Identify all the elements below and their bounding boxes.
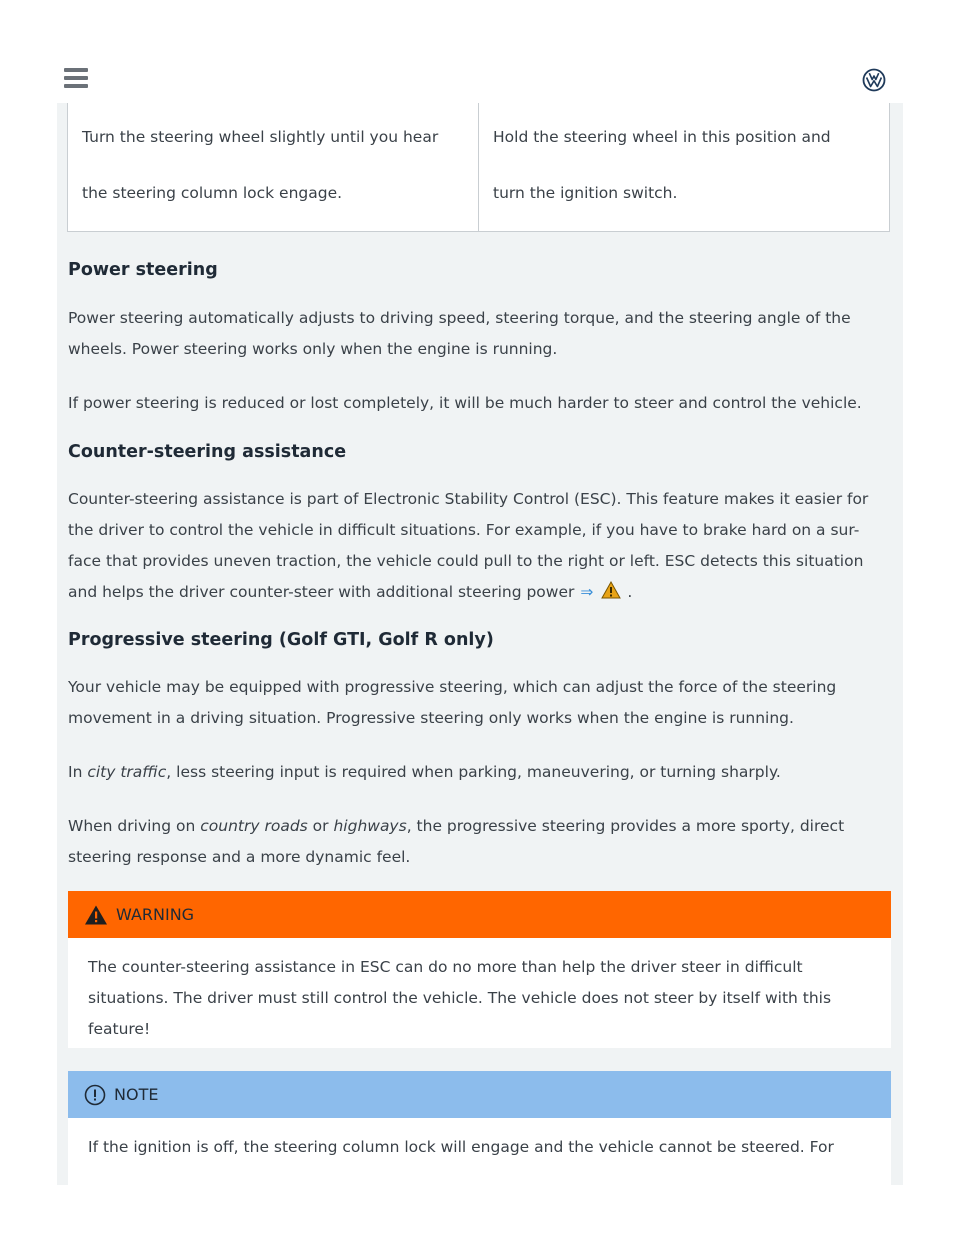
warning-text-line: situations. The driver must still control the vehicle. The vehicle does not steer by itself with this bbox=[88, 989, 832, 1007]
text-run: or bbox=[307, 817, 334, 835]
vw-logo-icon[interactable] bbox=[862, 68, 886, 92]
table-cell bbox=[68, 103, 479, 231]
cell-text-line: Turn the steering wheel slightly until you hear bbox=[82, 128, 439, 146]
paragraph-line: Your vehicle may be equipped with progressive steering, which can adjust the force of the steering bbox=[68, 678, 837, 696]
section-title-power-steering: Power steering bbox=[68, 260, 218, 280]
warning-body bbox=[68, 938, 891, 1045]
note-label: NOTE bbox=[114, 1085, 159, 1104]
paragraph-line: face that provides uneven traction, the vehicle could pull to the right or left. ESC detects this situation bbox=[68, 552, 864, 570]
paragraph bbox=[68, 484, 896, 608]
note-body bbox=[68, 1118, 891, 1163]
manual-content bbox=[57, 103, 903, 1185]
emphasis-highways: highways bbox=[333, 817, 407, 835]
text-run: In bbox=[68, 763, 88, 781]
warning-callout bbox=[68, 891, 891, 1048]
paragraph-line: Power steering automatically adjusts to driving speed, steering torque, and the steering angle of the bbox=[68, 309, 851, 327]
paragraph-line: the driver to control the vehicle in difficult situations. For example, if you have to brake hard on a sur- bbox=[68, 521, 860, 539]
cross-reference-link[interactable]: ⇒ bbox=[580, 583, 594, 601]
warning-triangle-icon[interactable] bbox=[601, 581, 621, 599]
emphasis-city-traffic: city traffic bbox=[87, 763, 167, 781]
paragraph-line: steering response and a more dynamic feel. bbox=[68, 848, 411, 866]
text-run: , the progressive steering provides a more sporty, direct bbox=[406, 817, 845, 835]
paragraph-line: wheels. Power steering works only when the engine is running. bbox=[68, 340, 558, 358]
warning-triangle-icon bbox=[84, 904, 108, 926]
text-run: , less steering input is required when parking, maneuvering, or turning sharply. bbox=[166, 763, 781, 781]
warning-label: WARNING bbox=[116, 905, 195, 924]
top-bar bbox=[0, 0, 960, 103]
section-title-counter-steering: Counter-steering assistance bbox=[68, 442, 347, 462]
table-cell bbox=[479, 103, 889, 231]
exclamation-circle-icon bbox=[84, 1084, 106, 1106]
paragraph bbox=[68, 757, 896, 788]
cell-text-line: Hold the steering wheel in this position and bbox=[493, 128, 831, 146]
note-header bbox=[68, 1071, 891, 1118]
paragraph: If power steering is reduced or lost completely, it will be much harder to steer and control the vehicle. bbox=[68, 394, 862, 412]
note-callout bbox=[68, 1071, 891, 1185]
paragraph-line: movement in a driving situation. Progressive steering only works when the engine is running. bbox=[68, 709, 794, 727]
paragraph-line: and helps the driver counter-steer with additional steering power bbox=[68, 583, 575, 601]
sentence-end: . bbox=[627, 583, 633, 601]
warning-text-line: feature! bbox=[88, 1020, 151, 1038]
cell-text-line: the steering column lock engage. bbox=[82, 184, 343, 202]
section-title-progressive-steering: Progressive steering (Golf GTI, Golf R only) bbox=[68, 630, 494, 650]
emphasis-country-roads: country roads bbox=[200, 817, 308, 835]
warning-text-line: The counter-steering assistance in ESC can do no more than help the driver steer in difficult bbox=[88, 958, 803, 976]
paragraph bbox=[68, 672, 896, 734]
cell-text-line: turn the ignition switch. bbox=[493, 184, 678, 202]
text-run: When driving on bbox=[68, 817, 201, 835]
paragraph bbox=[68, 303, 896, 365]
paragraph bbox=[68, 811, 896, 873]
note-text-line: If the ignition is off, the steering column lock will engage and the vehicle cannot be steered. For bbox=[88, 1138, 834, 1156]
steps-table bbox=[67, 103, 890, 232]
hamburger-menu-icon[interactable] bbox=[64, 68, 88, 88]
paragraph-line: Counter-steering assistance is part of Electronic Stability Control (ESC). This feature makes it easier for bbox=[68, 490, 869, 508]
warning-header bbox=[68, 891, 891, 938]
